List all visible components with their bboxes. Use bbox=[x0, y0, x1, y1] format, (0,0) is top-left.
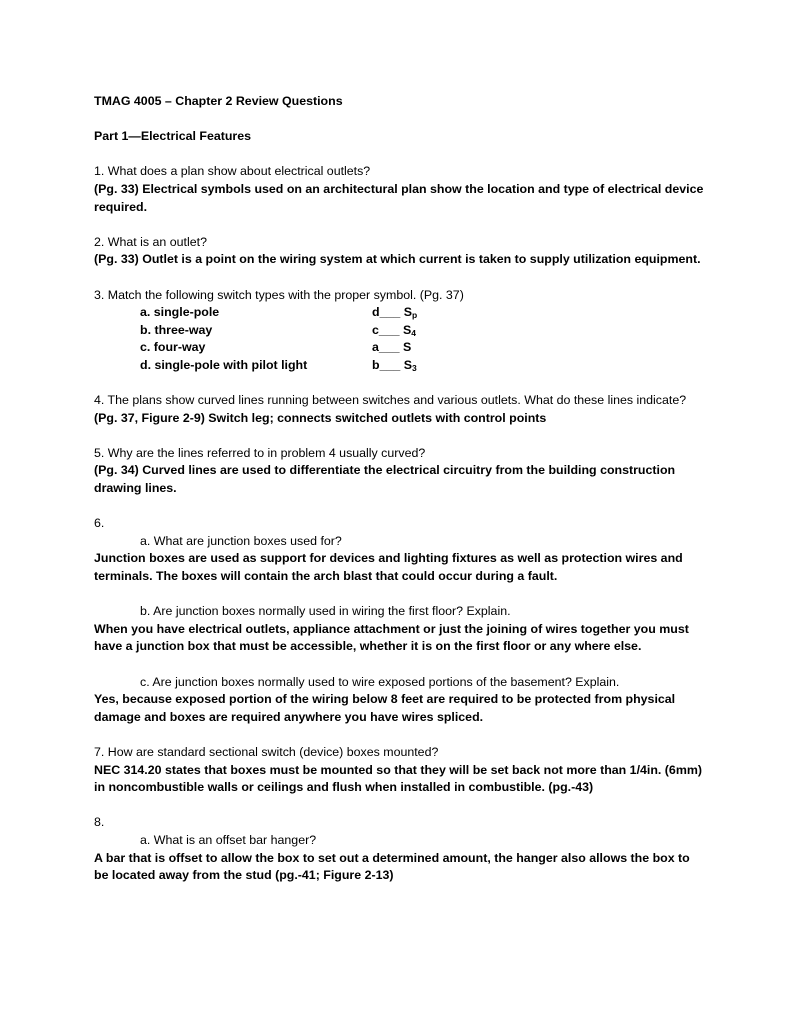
document-title: TMAG 4005 – Chapter 2 Review Questions bbox=[94, 94, 343, 108]
match-item: c. four-way bbox=[140, 340, 206, 355]
question-3: 3. Match the following switch types with the proper symbol. (Pg. 37) bbox=[94, 287, 464, 302]
answer-5: (Pg. 34) Curved lines are used to differentiate the electrical circuitry from the building construction drawing lines. bbox=[94, 463, 676, 496]
answer-6b: When you have electrical outlets, appliance attachment or just the joining of wires together you must have a junction box that must be accessible, whether it is on the first floor or any where else. bbox=[94, 621, 689, 654]
match-table bbox=[94, 304, 706, 374]
match-item: b. three-way bbox=[140, 322, 213, 337]
question-1: 1. What does a plan show about electrical outlets? bbox=[94, 164, 371, 179]
match-row bbox=[94, 339, 706, 357]
match-item: d. single-pole with pilot light bbox=[140, 357, 308, 372]
match-answer: b___ $S_3$ bbox=[372, 357, 417, 373]
question-5: 5. Why are the lines referred to in problem 4 usually curved? bbox=[94, 445, 426, 460]
question-6-number: 6. bbox=[94, 516, 105, 531]
answer-8a: A bar that is offset to allow the box to set out a determined amount, the hanger also allows the box to be located away from the stud (pg.-41; Figure 2-13) bbox=[94, 850, 690, 883]
match-answer: c___ $S_4$ bbox=[372, 322, 417, 338]
section-heading: Part 1—Electrical Features bbox=[94, 129, 252, 144]
question-8-number: 8. bbox=[94, 815, 105, 830]
match-row bbox=[94, 304, 706, 322]
question-6b: b. Are junction boxes normally used in wiring the first floor? Explain. bbox=[140, 604, 511, 619]
answer-6a: Junction boxes are used as support for devices and lighting fixtures as well as protection wires and terminals. The boxes will contain the arch blast that could occur during a fault. bbox=[94, 551, 683, 584]
answer-6c: Yes, because exposed portion of the wiring below 8 feet are required to be protected from physical damage and boxes are required anywhere you have wires spliced. bbox=[94, 692, 676, 724]
document-page bbox=[94, 93, 706, 885]
answer-7: NEC 314.20 states that boxes must be mounted so that they will be set back not more than 1/4in. (6mm) in noncombustible walls or ceilings and flush when installed in combustible. (pg.-43) bbox=[94, 762, 702, 795]
match-answer: d___ $S_p$ bbox=[372, 305, 418, 321]
answer-4: (Pg. 37, Figure 2-9) Switch leg; connects switched outlets with control points bbox=[94, 410, 547, 425]
match-row bbox=[94, 322, 706, 340]
match-row bbox=[94, 357, 706, 375]
question-8a: a. What is an offset bar hanger? bbox=[140, 832, 317, 847]
answer-2: (Pg. 33) Outlet is a point on the wiring system at which current is taken to supply utilization equipment. bbox=[94, 252, 701, 267]
question-6a: a. What are junction boxes used for? bbox=[140, 533, 342, 548]
question-2: 2. What is an outlet? bbox=[94, 234, 207, 249]
question-7: 7. How are standard sectional switch (device) boxes mounted? bbox=[94, 744, 439, 759]
question-6c: c. Are junction boxes normally used to wire exposed portions of the basement? Explain. bbox=[140, 674, 620, 689]
question-4: 4. The plans show curved lines running between switches and various outlets. What do these lines indicate? bbox=[94, 393, 687, 408]
match-answer: a___ S bbox=[372, 340, 412, 355]
match-item: a. single-pole bbox=[140, 305, 220, 320]
answer-1: (Pg. 33) Electrical symbols used on an architectural plan show the location and type of electrical device required. bbox=[94, 181, 704, 214]
